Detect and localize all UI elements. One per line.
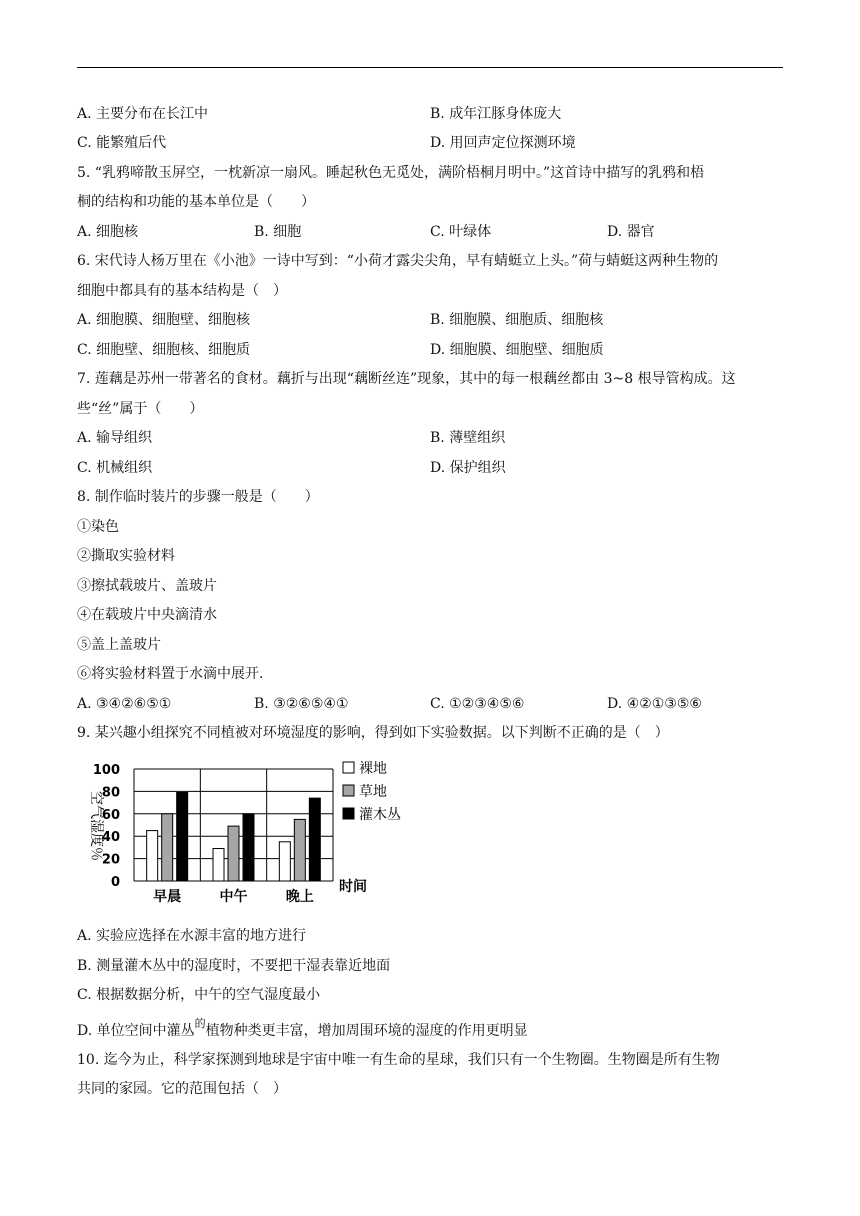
q6-option-b: B. 细胞膜、细胞质、细胞核 [430,312,604,328]
bar [279,842,290,881]
q9-stem: 9. 某兴趣小组探究不同植被对环境湿度的影响，得到如下实验数据。以下判断不正确的是（ ） [77,725,669,741]
y-tick-label: 0 [110,875,120,890]
q6-stem-line1: 6. 宋代诗人杨万里在《小池》一诗中写到：“小荷才露尖尖角，早有蜻蜓立上头。”荷与蜻蜓这两种生物的 [77,253,719,269]
bar [309,798,320,881]
q7-stem-line1: 7. 莲藕是苏州一带著名的食材。藕折与出现“藕断丝连”现象，其中的每一根藕丝都由 3~8 根导管构成。这 [77,371,736,387]
y-tick-label: 60 [101,807,120,823]
q8-stem: 8. 制作临时装片的步骤一般是（ ） [77,489,319,505]
legend-label: 裸地 [359,761,387,777]
q9-option-d-sup: 的 [194,1017,206,1030]
q9-option-c: C. 根据数据分析，中午的空气湿度最小 [77,987,321,1003]
chart-axes [93,763,314,905]
q8-step-4: ④在载玻片中央滴清水 [77,607,217,623]
q6-stem-line2: 细胞中都具有的基本结构是（ ） [77,283,287,299]
q10-stem-line1: 10. 迄今为止，科学家探测到地球是宇宙中唯一有生命的星球，我们只有一个生物圈。生物圈是所有生物 [77,1052,720,1068]
q6-option-a: A. 细胞膜、细胞壁、细胞核 [77,312,251,328]
q7-option-c: C. 机械组织 [77,460,153,476]
q7-option-d: D. 保护组织 [430,460,506,476]
q4-option-b: B. 成年江豚身体庞大 [430,106,562,122]
q4-option-d: D. 用回声定位探测环境 [430,135,576,151]
q8-step-5: ⑤盖上盖玻片 [77,637,161,653]
q5-option-a: A. 细胞核 [77,224,139,240]
header-rule [77,67,783,68]
q6-option-d: D. 细胞膜、细胞壁、细胞质 [430,342,604,358]
q7-option-a: A. 输导组织 [77,430,153,446]
q8-option-d: D. ④②①③⑤⑥ [607,696,702,712]
legend-swatch [343,808,354,819]
q8-step-1: ①染色 [77,519,119,535]
q5-stem-line1: 5. “乳鸦啼散玉屏空，一枕新凉一扇风。睡起秋色无觅处，满阶梧桐月明中。”这首诗中描写的乳鸦和梧 [77,165,705,181]
x-tick-label: 晚上 [285,889,314,905]
q8-step-3: ③擦拭载玻片、盖玻片 [77,578,217,594]
q9-option-a: A. 实验应选择在水源丰富的地方进行 [77,928,307,944]
q5-option-b: B. 细胞 [254,224,302,240]
x-tick-label: 早晨 [153,889,182,905]
q9-option-d-pre: D. 单位空间中灌丛 [77,1023,195,1039]
q4-option-a: A. 主要分布在长江中 [77,106,209,122]
q5-option-c: C. 叶绿体 [430,224,492,240]
chart-bars [147,793,321,881]
q8-option-b: B. ③②⑥⑤④① [254,696,349,712]
legend-label: 草地 [359,784,387,800]
q4-option-c: C. 能繁殖后代 [77,135,167,151]
chart-legend [343,760,401,823]
bar [294,819,305,881]
q9-option-d [77,1017,528,1041]
q8-step-2: ②撕取实验材料 [77,548,175,564]
legend-label: 灌木丛 [359,807,401,823]
legend-swatch [343,785,354,796]
q10-stem-line2: 共同的家园。它的范围包括（ ） [77,1081,287,1097]
y-tick-label: 40 [101,830,120,846]
bar [228,826,239,881]
bar [243,814,254,881]
q8-step-6: ⑥将实验材料置于水滴中展开. [77,666,264,682]
q5-stem-line2: 桐的结构和功能的基本单位是（ ） [77,194,315,210]
bar [177,793,188,881]
y-tick-label: 100 [92,763,120,778]
bar [147,831,158,881]
q7-stem-line2: 些“丝”属于（ ） [77,401,204,417]
legend-swatch [343,762,354,773]
q6-option-c: C. 细胞壁、细胞核、细胞质 [77,342,251,358]
y-tick-label: 80 [101,785,120,801]
x-axis-label: 时间 [339,879,367,895]
x-tick-label: 中午 [219,889,248,905]
bar [162,814,173,881]
y-tick-label: 20 [101,852,120,868]
y-axis-label: 空气湿度％ [88,791,104,861]
q5-option-d: D. 器官 [607,224,655,240]
q8-option-a: A. ③④②⑥⑤① [77,696,172,712]
q8-option-c: C. ①②③④⑤⑥ [430,696,525,712]
q9-option-d-post: 植物种类更丰富，增加周围环境的湿度的作用更明显 [205,1023,528,1039]
q9-option-b: B. 测量灌木丛中的湿度时，不要把干湿表靠近地面 [77,958,391,974]
bar [213,849,224,881]
humidity-bar-chart [80,758,420,905]
q7-option-b: B. 薄壁组织 [430,430,506,446]
